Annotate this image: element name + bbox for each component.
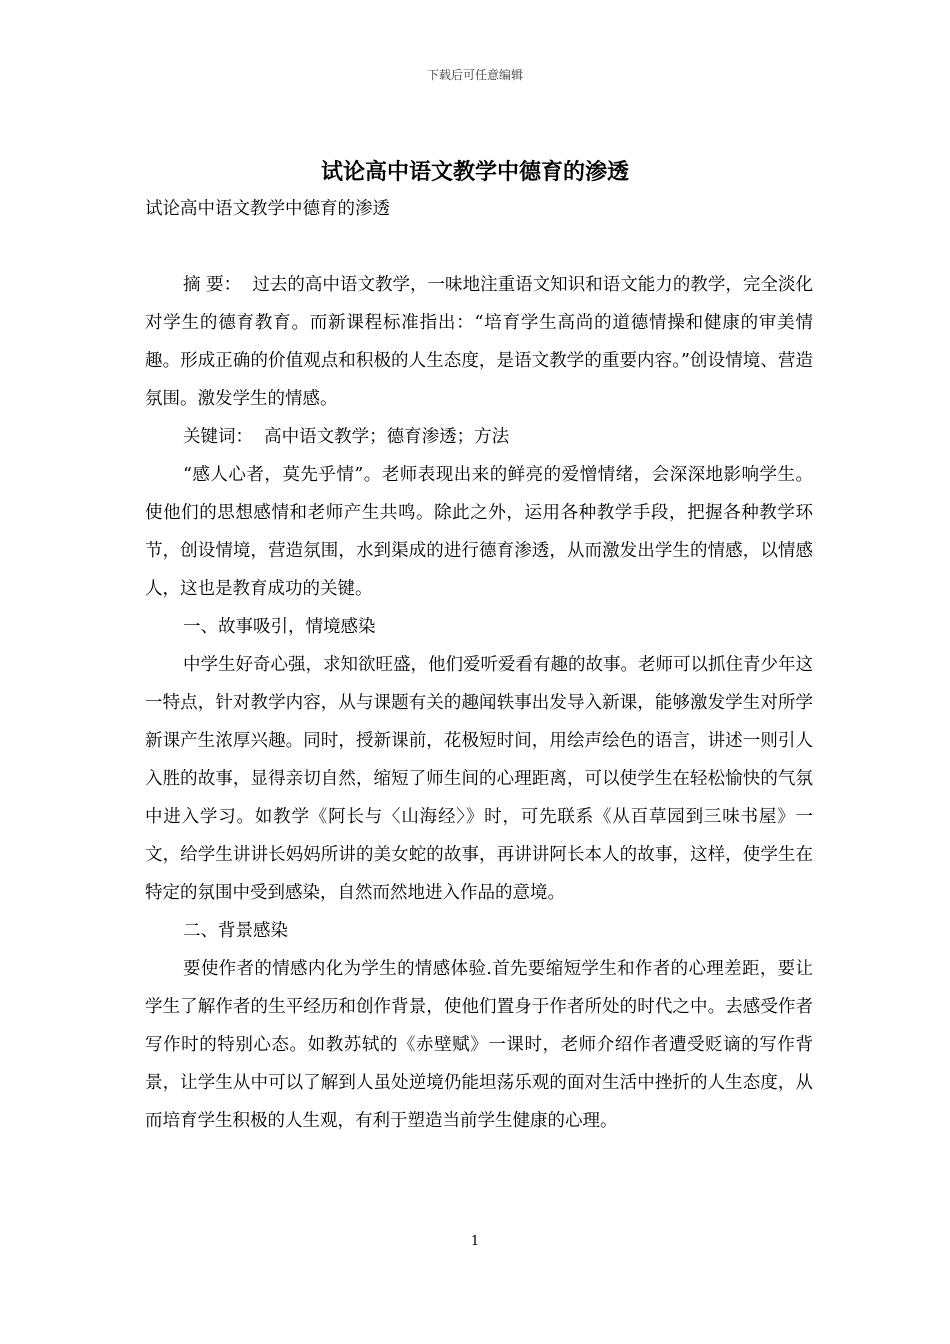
keywords-text: 高中语文教学；德育渗透；方法	[264, 427, 510, 447]
document-subtitle: 试论高中语文教学中德育的渗透	[145, 199, 390, 219]
abstract-text: 过去的高中语文教学，一味地注重语文知识和语文能力的教学，完全淡化对学生的德育教育。而新课程标准指出：“培育学生高尚的道德情操和健康的审美情趣。形成正确的价值观点和积极的人生态度，是语文教学的重要内容。”创设情境、营造氛围。激发学生的情感。	[145, 275, 813, 409]
abstract-label: 摘 要：	[183, 275, 242, 295]
section2-paragraph: 要使作者的情感内化为学生的情感体验.首先要缩短学生和作者的心理差距，要让学生了解作者的生平经历和创作背景，使他们置身于作者所处的时代之中。去感受作者写作时的特别心态。如教苏轼的《赤壁赋》一课时，老师介绍作者遭受贬谪的写作背景，让学生从中可以了解到人虽处逆境仍能坦荡乐观的面对生活中挫折的人生态度，从而培育学生积极的人生观，有利于塑造当前学生健康的心理。	[145, 959, 813, 1131]
keywords-label: 关键词：	[183, 427, 253, 447]
page-number: 1	[470, 1234, 480, 1249]
keywords-paragraph	[145, 418, 813, 456]
section1-heading: 一、故事吸引，情境感染	[183, 617, 376, 637]
intro-paragraph: “感人心者，莫先乎情”。老师表现出来的鲜亮的爱憎情绪，会深深地影响学生。使他们的思想感情和老师产生共鸣。除此之外，运用各种教学手段，把握各种教学环节，创设情境，营造氛围，水到渠成的进行德育渗透，从而激发出学生的情感，以情感人，这也是教育成功的关键。	[145, 465, 813, 599]
document-body	[145, 190, 813, 1140]
section2-heading: 二、背景感染	[183, 921, 288, 941]
document-title: 试论高中语文教学中德育的渗透	[320, 159, 629, 185]
abstract-paragraph	[145, 266, 813, 418]
section1-paragraph: 中学生好奇心强，求知欲旺盛，他们爱听爱看有趣的故事。老师可以抓住青少年这一特点，针对教学内容，从与课题有关的趣闻轶事出发导入新课，能够激发学生对所学新课产生浓厚兴趣。同时，授新课前，花极短时间，用绘声绘色的语言，讲述一则引人入胜的故事，显得亲切自然，缩短了师生间的心理距离，可以使学生在轻松愉快的气氛中进入学习。如教学《阿长与〈山海经〉》时，可先联系《从百草园到三味书屋》一文，给学生讲讲长妈妈所讲的美女蛇的故事，再讲讲阿长本人的故事，这样，使学生在特定的氛围中受到感染，自然而然地进入作品的意境。	[145, 655, 813, 903]
header-note: 下载后可任意编辑	[426, 68, 523, 82]
